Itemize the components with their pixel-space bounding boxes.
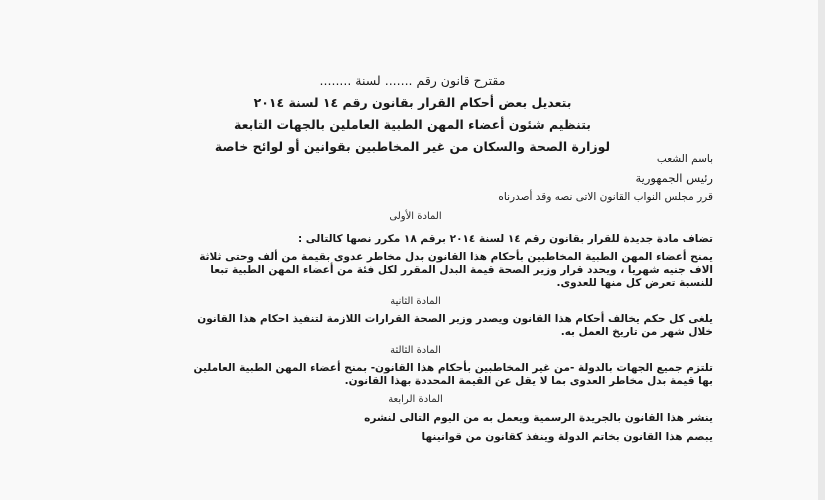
header-line-2: بتعديل بعض أحكام القرار بقانون رقم ١٤ لسنة ٢٠١٤ bbox=[253, 95, 572, 110]
article-1-heading: المادة الأولى bbox=[389, 211, 442, 222]
intro-parliament-decree: قرر مجلس النواب القانون الاتى نصه وقد أصدرناه bbox=[498, 191, 713, 203]
intro-in-name-of-people: باسم الشعب bbox=[656, 153, 713, 165]
scan-edge bbox=[818, 0, 825, 500]
document-body bbox=[118, 152, 713, 445]
article-1-line-1: تضاف مادة جديدة للقرار بقانون رقم ١٤ لسنة ٢٠١٤ برقم ١٨ مكرر نصها كالتالى : bbox=[297, 233, 713, 245]
article-3-line-2: بها قيمة بدل مخاطر العدوى بما لا يقل عن القيمة المحددة بهذا القانون. bbox=[344, 375, 713, 387]
article-1-line-2: يمنح أعضاء المهن الطبية المخاطبين بأحكام هذا القانون بدل مخاطر عدوى بقيمة من ألف وحتى ثلاثة bbox=[199, 251, 713, 263]
article-4-heading: المادة الرابعة bbox=[388, 394, 443, 405]
article-2-line-1: يلغى كل حكم يخالف أحكام هذا القانون ويصدر وزير الصحة القرارات اللازمة لتنفيذ احكام هذا القانون bbox=[197, 313, 713, 325]
document-header bbox=[120, 70, 705, 158]
article-2-line-2: خلال شهر من تاريخ العمل به. bbox=[560, 326, 713, 338]
article-4-line-1: ينشر هذا القانون بالجريدة الرسمية ويعمل به من اليوم التالى لنشره bbox=[364, 412, 713, 424]
header-line-4: لوزارة الصحة والسكان من غير المخاطبين بقوانين أو لوائح خاصة bbox=[214, 139, 611, 154]
article-1-line-3: الاف جنيه شهريا ، ويحدد قرار وزير الصحة قيمة البدل المقرر لكل فئة من أعضاء المهن الطبية تبعا bbox=[210, 264, 713, 276]
intro-president: رئيس الجمهورية bbox=[635, 171, 713, 185]
header-line-3: بتنظيم شئون أعضاء المهن الطبية العاملين بالجهات التابعة bbox=[234, 117, 591, 132]
article-3-line-1: تلتزم جميع الجهات بالدولة -من غير المخاطبين بأحكام هذا القانون- بمنح أعضاء المهن الطبية العاملين bbox=[193, 362, 713, 374]
article-3-heading: المادة الثالثة bbox=[390, 345, 441, 356]
article-1-line-4: للنسبة تعرض كل منها للعدوى. bbox=[556, 277, 713, 289]
law-proposal-title: مقترح قانون رقم ....... لسنة ........ bbox=[319, 73, 506, 88]
article-4-line-2: يبصم هذا القانون بخاتم الدولة وينفذ كقانون من قوانينها bbox=[421, 431, 713, 443]
article-2-heading: المادة الثانية bbox=[390, 296, 441, 307]
